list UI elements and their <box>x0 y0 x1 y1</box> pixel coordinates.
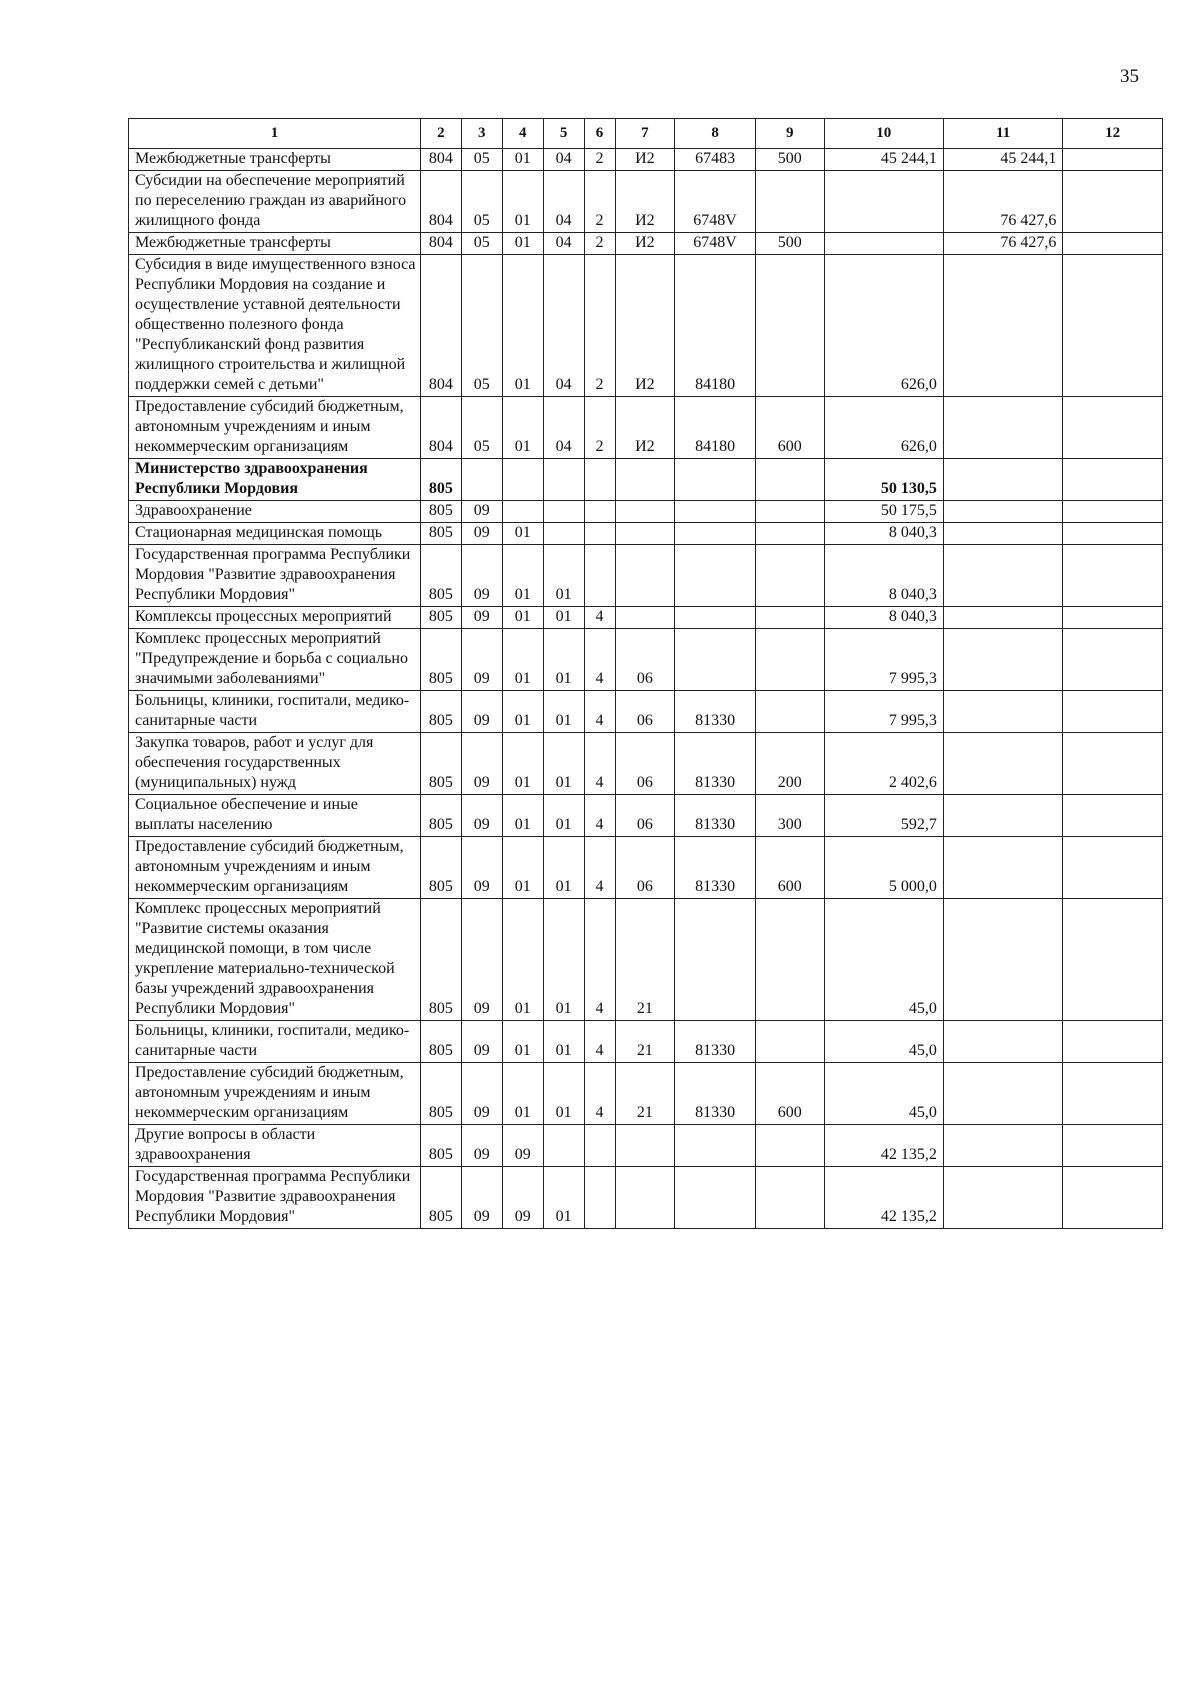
subprogram-cell: 2 <box>584 397 615 459</box>
grbs-cell: 805 <box>420 459 461 501</box>
amount-3-cell <box>1063 837 1163 899</box>
subprogram-cell: 2 <box>584 233 615 255</box>
program-cell: 04 <box>543 397 584 459</box>
row-name-cell: Предоставление субсидий бюджетным, автономным учреждениям и иным некоммерческим организациям <box>129 397 421 459</box>
program-cell <box>543 501 584 523</box>
grbs-cell: 804 <box>420 397 461 459</box>
subprogram-cell: 4 <box>584 691 615 733</box>
amount-2-cell <box>943 837 1062 899</box>
subsection-cell: 01 <box>502 691 543 733</box>
section-cell: 09 <box>461 1063 502 1125</box>
grbs-cell: 805 <box>420 1063 461 1125</box>
row-name-cell: Здравоохранение <box>129 501 421 523</box>
grbs-cell: 805 <box>420 629 461 691</box>
subsection-cell: 01 <box>502 171 543 233</box>
program-cell: 01 <box>543 629 584 691</box>
grbs-cell: 805 <box>420 795 461 837</box>
amount-3-cell <box>1063 1063 1163 1125</box>
subsection-cell: 01 <box>502 899 543 1021</box>
subsection-cell <box>502 501 543 523</box>
header-row <box>129 119 1163 149</box>
amount-cell: 626,0 <box>824 255 943 397</box>
amount-2-cell <box>943 1021 1062 1063</box>
table-row <box>129 233 1163 255</box>
amount-3-cell <box>1063 733 1163 795</box>
grbs-cell: 804 <box>420 255 461 397</box>
subsection-cell: 01 <box>502 233 543 255</box>
table-row <box>129 501 1163 523</box>
row-name-cell: Субсидия в виде имущественного взноса Республики Мордовия на создание и осуществление уставной деятельности общественно полезного фонда "Республиканский фонд развития жилищного строительства и жилищной поддержки семей с детьми" <box>129 255 421 397</box>
subprogram-cell <box>584 545 615 607</box>
amount-2-cell <box>943 459 1062 501</box>
grbs-cell: 805 <box>420 899 461 1021</box>
activity-cell: 06 <box>615 691 675 733</box>
section-cell: 05 <box>461 149 502 171</box>
program-cell: 01 <box>543 1167 584 1229</box>
direction-cell <box>675 459 756 501</box>
amount-3-cell <box>1063 459 1163 501</box>
activity-cell: 21 <box>615 1021 675 1063</box>
direction-cell <box>675 1167 756 1229</box>
subsection-cell: 01 <box>502 397 543 459</box>
header-cell: 7 <box>615 119 675 149</box>
amount-cell: 45 244,1 <box>824 149 943 171</box>
grbs-cell: 804 <box>420 171 461 233</box>
section-cell: 09 <box>461 837 502 899</box>
subprogram-cell: 4 <box>584 1063 615 1125</box>
expense-type-cell: 600 <box>755 837 824 899</box>
activity-cell <box>615 459 675 501</box>
table-row <box>129 459 1163 501</box>
header-cell: 12 <box>1063 119 1163 149</box>
program-cell: 04 <box>543 171 584 233</box>
table-row <box>129 171 1163 233</box>
subprogram-cell: 2 <box>584 149 615 171</box>
amount-3-cell <box>1063 523 1163 545</box>
activity-cell: И2 <box>615 171 675 233</box>
table-row <box>129 523 1163 545</box>
table-row <box>129 837 1163 899</box>
direction-cell: 81330 <box>675 1063 756 1125</box>
section-cell: 09 <box>461 1021 502 1063</box>
grbs-cell: 805 <box>420 501 461 523</box>
table-row <box>129 733 1163 795</box>
section-cell: 05 <box>461 171 502 233</box>
expense-type-cell <box>755 501 824 523</box>
activity-cell: 06 <box>615 629 675 691</box>
subsection-cell: 09 <box>502 1167 543 1229</box>
amount-cell: 2 402,6 <box>824 733 943 795</box>
amount-2-cell <box>943 545 1062 607</box>
row-name-cell: Министерство здравоохранения Республики Мордовия <box>129 459 421 501</box>
amount-3-cell <box>1063 1167 1163 1229</box>
activity-cell <box>615 607 675 629</box>
program-cell: 04 <box>543 233 584 255</box>
program-cell: 01 <box>543 691 584 733</box>
section-cell: 05 <box>461 255 502 397</box>
row-name-cell: Закупка товаров, работ и услуг для обеспечения государственных (муниципальных) нужд <box>129 733 421 795</box>
activity-cell <box>615 1125 675 1167</box>
amount-cell <box>824 233 943 255</box>
amount-cell: 45,0 <box>824 899 943 1021</box>
amount-2-cell: 76 427,6 <box>943 171 1062 233</box>
subsection-cell: 01 <box>502 545 543 607</box>
row-name-cell: Комплекс процессных мероприятий "Развитие системы оказания медицинской помощи, в том числе укрепление материально-технической базы учреждений здравоохранения Республики Мордовия" <box>129 899 421 1021</box>
grbs-cell: 805 <box>420 691 461 733</box>
activity-cell <box>615 501 675 523</box>
header-cell: 2 <box>420 119 461 149</box>
amount-cell: 7 995,3 <box>824 691 943 733</box>
amount-2-cell <box>943 733 1062 795</box>
header-cell: 1 <box>129 119 421 149</box>
direction-cell <box>675 523 756 545</box>
expense-type-cell <box>755 459 824 501</box>
subprogram-cell <box>584 1125 615 1167</box>
amount-3-cell <box>1063 607 1163 629</box>
direction-cell <box>675 899 756 1021</box>
subsection-cell: 01 <box>502 607 543 629</box>
activity-cell <box>615 523 675 545</box>
direction-cell <box>675 501 756 523</box>
header-cell: 5 <box>543 119 584 149</box>
amount-cell: 5 000,0 <box>824 837 943 899</box>
subsection-cell <box>502 459 543 501</box>
expense-type-cell <box>755 899 824 1021</box>
grbs-cell: 805 <box>420 523 461 545</box>
table-row <box>129 1125 1163 1167</box>
section-cell: 09 <box>461 607 502 629</box>
program-cell: 01 <box>543 795 584 837</box>
subprogram-cell <box>584 459 615 501</box>
subsection-cell: 01 <box>502 1021 543 1063</box>
expense-type-cell: 600 <box>755 397 824 459</box>
table-row <box>129 691 1163 733</box>
row-name-cell: Государственная программа Республики Мордовия "Развитие здравоохранения Республики Мордовия" <box>129 1167 421 1229</box>
activity-cell: И2 <box>615 233 675 255</box>
activity-cell: 06 <box>615 795 675 837</box>
subprogram-cell <box>584 523 615 545</box>
amount-2-cell <box>943 255 1062 397</box>
grbs-cell: 805 <box>420 1125 461 1167</box>
direction-cell: 6748V <box>675 171 756 233</box>
amount-cell: 45,0 <box>824 1021 943 1063</box>
program-cell <box>543 523 584 545</box>
section-cell: 09 <box>461 899 502 1021</box>
amount-3-cell <box>1063 1125 1163 1167</box>
expense-type-cell <box>755 629 824 691</box>
direction-cell: 81330 <box>675 733 756 795</box>
subprogram-cell: 4 <box>584 837 615 899</box>
amount-3-cell <box>1063 545 1163 607</box>
amount-2-cell <box>943 607 1062 629</box>
direction-cell <box>675 545 756 607</box>
amount-cell <box>824 171 943 233</box>
section-cell: 09 <box>461 501 502 523</box>
amount-3-cell <box>1063 691 1163 733</box>
subprogram-cell: 4 <box>584 733 615 795</box>
section-cell: 09 <box>461 523 502 545</box>
activity-cell <box>615 1167 675 1229</box>
row-name-cell: Межбюджетные трансферты <box>129 233 421 255</box>
row-name-cell: Стационарная медицинская помощь <box>129 523 421 545</box>
table-row <box>129 1167 1163 1229</box>
subprogram-cell: 4 <box>584 1021 615 1063</box>
expense-type-cell <box>755 1021 824 1063</box>
amount-2-cell <box>943 795 1062 837</box>
direction-cell: 81330 <box>675 795 756 837</box>
program-cell: 01 <box>543 837 584 899</box>
row-name-cell: Больницы, клиники, госпитали, медико-санитарные части <box>129 1021 421 1063</box>
direction-cell: 81330 <box>675 691 756 733</box>
section-cell: 09 <box>461 795 502 837</box>
subsection-cell: 01 <box>502 795 543 837</box>
table-row <box>129 1063 1163 1125</box>
table-row <box>129 149 1163 171</box>
section-cell: 05 <box>461 233 502 255</box>
amount-2-cell <box>943 899 1062 1021</box>
amount-3-cell <box>1063 795 1163 837</box>
amount-2-cell <box>943 523 1062 545</box>
table-row <box>129 545 1163 607</box>
program-cell: 01 <box>543 733 584 795</box>
subsection-cell: 01 <box>502 837 543 899</box>
table-row <box>129 607 1163 629</box>
grbs-cell: 805 <box>420 607 461 629</box>
expense-type-cell <box>755 545 824 607</box>
row-name-cell: Социальное обеспечение и иные выплаты населению <box>129 795 421 837</box>
activity-cell: 06 <box>615 733 675 795</box>
row-name-cell: Государственная программа Республики Мордовия "Развитие здравоохранения Республики Мордовия" <box>129 545 421 607</box>
grbs-cell: 805 <box>420 837 461 899</box>
amount-2-cell <box>943 1167 1062 1229</box>
subsection-cell: 01 <box>502 523 543 545</box>
grbs-cell: 804 <box>420 233 461 255</box>
header-cell: 4 <box>502 119 543 149</box>
amount-cell: 592,7 <box>824 795 943 837</box>
subprogram-cell: 4 <box>584 607 615 629</box>
subprogram-cell: 2 <box>584 171 615 233</box>
table-row <box>129 255 1163 397</box>
program-cell: 04 <box>543 149 584 171</box>
grbs-cell: 805 <box>420 733 461 795</box>
expense-type-cell <box>755 255 824 397</box>
activity-cell: 21 <box>615 899 675 1021</box>
program-cell: 01 <box>543 1063 584 1125</box>
expense-type-cell <box>755 171 824 233</box>
expense-type-cell: 200 <box>755 733 824 795</box>
amount-2-cell <box>943 629 1062 691</box>
amount-cell: 7 995,3 <box>824 629 943 691</box>
subprogram-cell: 4 <box>584 899 615 1021</box>
grbs-cell: 805 <box>420 1167 461 1229</box>
table-row <box>129 795 1163 837</box>
expense-type-cell: 600 <box>755 1063 824 1125</box>
amount-cell: 8 040,3 <box>824 545 943 607</box>
header-cell: 8 <box>675 119 756 149</box>
subsection-cell: 09 <box>502 1125 543 1167</box>
row-name-cell: Предоставление субсидий бюджетным, автономным учреждениям и иным некоммерческим организациям <box>129 1063 421 1125</box>
direction-cell: 81330 <box>675 1021 756 1063</box>
expense-type-cell <box>755 1167 824 1229</box>
program-cell: 01 <box>543 899 584 1021</box>
activity-cell: И2 <box>615 255 675 397</box>
subsection-cell: 01 <box>502 149 543 171</box>
direction-cell: 84180 <box>675 255 756 397</box>
expense-type-cell <box>755 1125 824 1167</box>
amount-3-cell <box>1063 501 1163 523</box>
amount-3-cell <box>1063 171 1163 233</box>
expense-type-cell <box>755 607 824 629</box>
expense-type-cell <box>755 523 824 545</box>
grbs-cell: 805 <box>420 545 461 607</box>
header-cell: 10 <box>824 119 943 149</box>
header-cell: 3 <box>461 119 502 149</box>
direction-cell: 67483 <box>675 149 756 171</box>
amount-3-cell <box>1063 149 1163 171</box>
row-name-cell: Больницы, клиники, госпитали, медико-санитарные части <box>129 691 421 733</box>
amount-2-cell: 45 244,1 <box>943 149 1062 171</box>
grbs-cell: 805 <box>420 1021 461 1063</box>
header-cell: 9 <box>755 119 824 149</box>
program-cell <box>543 459 584 501</box>
header-cell: 6 <box>584 119 615 149</box>
activity-cell: 06 <box>615 837 675 899</box>
amount-3-cell <box>1063 1021 1163 1063</box>
subprogram-cell: 4 <box>584 629 615 691</box>
expense-type-cell <box>755 691 824 733</box>
row-name-cell: Комплексы процессных мероприятий <box>129 607 421 629</box>
section-cell: 09 <box>461 1125 502 1167</box>
row-name-cell: Предоставление субсидий бюджетным, автономным учреждениям и иным некоммерческим организациям <box>129 837 421 899</box>
table-row <box>129 899 1163 1021</box>
header-cell: 11 <box>943 119 1062 149</box>
amount-cell: 8 040,3 <box>824 607 943 629</box>
table-row <box>129 1021 1163 1063</box>
amount-cell: 50 130,5 <box>824 459 943 501</box>
grbs-cell: 804 <box>420 149 461 171</box>
program-cell: 01 <box>543 545 584 607</box>
row-name-cell: Межбюджетные трансферты <box>129 149 421 171</box>
table-row <box>129 629 1163 691</box>
row-name-cell: Комплекс процессных мероприятий "Предупреждение и борьба с социально значимыми заболеваниями" <box>129 629 421 691</box>
amount-2-cell: 76 427,6 <box>943 233 1062 255</box>
row-name-cell: Субсидии на обеспечение мероприятий по переселению граждан из аварийного жилищного фонда <box>129 171 421 233</box>
direction-cell <box>675 607 756 629</box>
amount-2-cell <box>943 691 1062 733</box>
amount-cell: 626,0 <box>824 397 943 459</box>
amount-cell: 42 135,2 <box>824 1167 943 1229</box>
subprogram-cell <box>584 1167 615 1229</box>
subsection-cell: 01 <box>502 255 543 397</box>
amount-3-cell <box>1063 629 1163 691</box>
direction-cell <box>675 1125 756 1167</box>
subprogram-cell <box>584 501 615 523</box>
expense-type-cell: 500 <box>755 149 824 171</box>
activity-cell: И2 <box>615 149 675 171</box>
amount-2-cell <box>943 397 1062 459</box>
direction-cell <box>675 629 756 691</box>
expense-type-cell: 500 <box>755 233 824 255</box>
subsection-cell: 01 <box>502 733 543 795</box>
section-cell: 09 <box>461 691 502 733</box>
activity-cell: И2 <box>615 397 675 459</box>
section-cell: 09 <box>461 733 502 795</box>
program-cell <box>543 1125 584 1167</box>
expense-type-cell: 300 <box>755 795 824 837</box>
direction-cell: 81330 <box>675 837 756 899</box>
program-cell: 01 <box>543 607 584 629</box>
section-cell: 09 <box>461 1167 502 1229</box>
subsection-cell: 01 <box>502 629 543 691</box>
section-cell: 09 <box>461 545 502 607</box>
amount-2-cell <box>943 1125 1062 1167</box>
subsection-cell: 01 <box>502 1063 543 1125</box>
direction-cell: 6748V <box>675 233 756 255</box>
section-cell: 05 <box>461 397 502 459</box>
section-cell <box>461 459 502 501</box>
amount-cell: 50 175,5 <box>824 501 943 523</box>
program-cell: 04 <box>543 255 584 397</box>
amount-3-cell <box>1063 899 1163 1021</box>
amount-2-cell <box>943 1063 1062 1125</box>
page-number: 35 <box>1120 66 1139 87</box>
table-row <box>129 397 1163 459</box>
amount-cell: 42 135,2 <box>824 1125 943 1167</box>
amount-3-cell <box>1063 397 1163 459</box>
direction-cell: 84180 <box>675 397 756 459</box>
amount-cell: 8 040,3 <box>824 523 943 545</box>
budget-table <box>128 118 1163 1229</box>
activity-cell <box>615 545 675 607</box>
activity-cell: 21 <box>615 1063 675 1125</box>
amount-2-cell <box>943 501 1062 523</box>
amount-3-cell <box>1063 233 1163 255</box>
amount-3-cell <box>1063 255 1163 397</box>
amount-cell: 45,0 <box>824 1063 943 1125</box>
subprogram-cell: 4 <box>584 795 615 837</box>
section-cell: 09 <box>461 629 502 691</box>
subprogram-cell: 2 <box>584 255 615 397</box>
row-name-cell: Другие вопросы в области здравоохранения <box>129 1125 421 1167</box>
program-cell: 01 <box>543 1021 584 1063</box>
